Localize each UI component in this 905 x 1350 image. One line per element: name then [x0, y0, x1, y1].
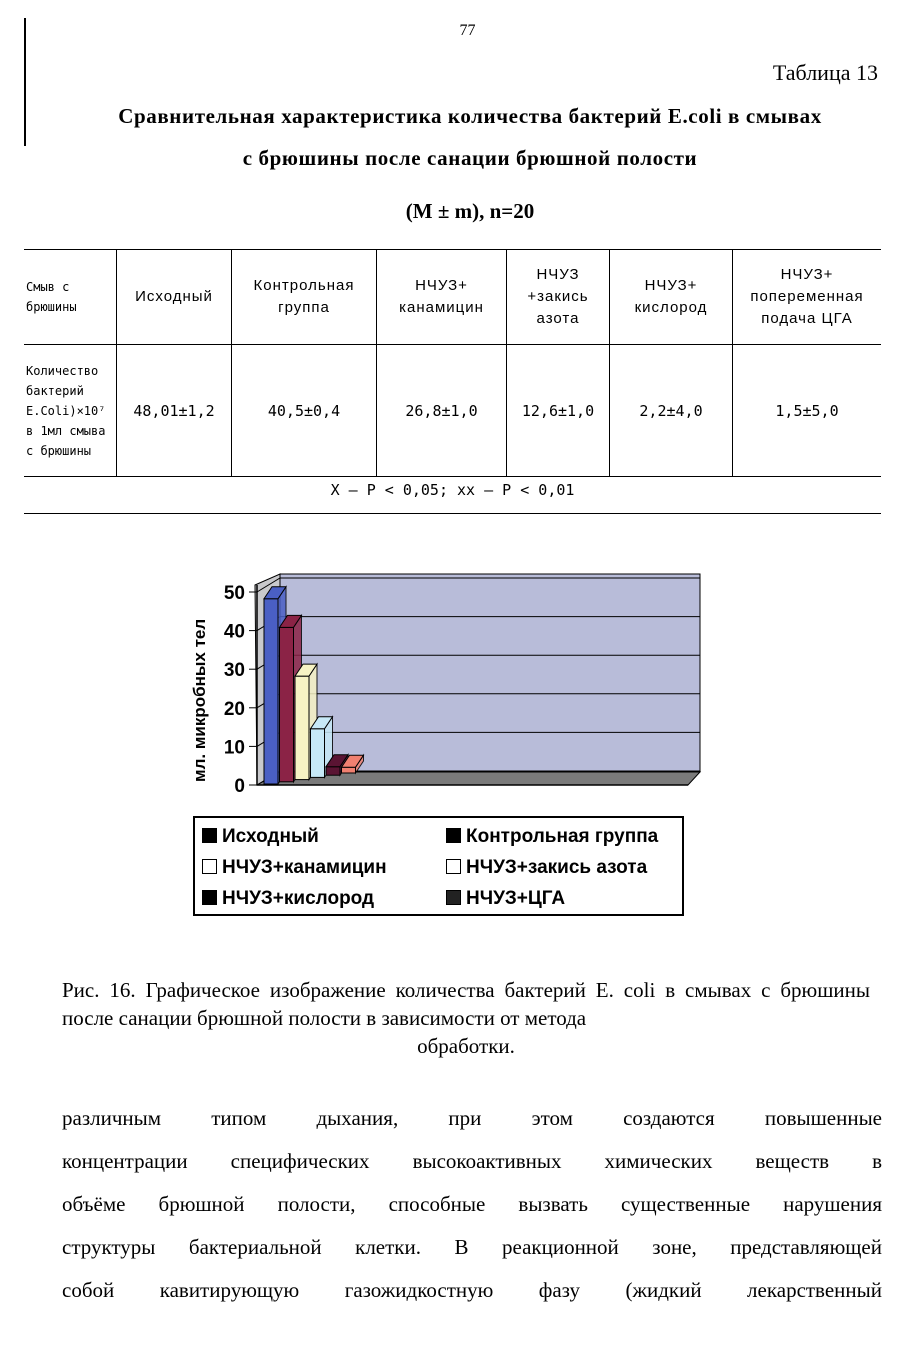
table-title-line-2: с брюшины после санации брюшной полости	[242, 146, 698, 170]
legend-item	[202, 824, 319, 850]
table-number: Таблица 13	[772, 60, 878, 85]
legend-label: Исходный	[222, 826, 319, 847]
legend-swatch	[446, 859, 461, 874]
legend-swatch	[202, 859, 217, 874]
caption-text: Рис. 16. Графическое изображение количества бактерий E. coli в смывах с брюшины после санации брюшной полости в зависимости от метода	[62, 978, 870, 1030]
bar-front	[311, 729, 325, 778]
bar-front	[326, 767, 340, 775]
header-cell-control: Контрольная группа	[232, 250, 377, 345]
y-tick-label: 0	[234, 776, 245, 797]
figure-caption	[62, 976, 870, 1060]
legend-item	[202, 886, 374, 912]
page-number: 77	[459, 22, 476, 39]
bar-front	[280, 627, 294, 781]
y-tick-label: 20	[223, 698, 245, 720]
y-tick-label: 50	[223, 583, 245, 604]
value-cell: 26,8±1,0	[377, 345, 507, 477]
value-cell: 48,01±1,2	[117, 345, 232, 477]
table-note: X – P < 0,05; xx – P < 0,01	[330, 481, 575, 499]
legend-label: НЧУЗ+закись азота	[466, 857, 648, 878]
y-axis-label: мл. микробных тел	[190, 618, 209, 782]
header-cell-nitrous-oxide: НЧУЗ +закись азота	[507, 250, 610, 345]
data-table	[24, 249, 881, 477]
value-cell: 2,2±4,0	[610, 345, 733, 477]
paragraph-line: объёме брюшной полости, способные вызвать существенные нарушения	[62, 1192, 882, 1216]
legend-swatch	[446, 828, 461, 843]
legend-item	[446, 886, 565, 912]
table-header-row	[24, 250, 881, 345]
caption-text-end: обработки.	[417, 1034, 515, 1058]
chart-legend	[193, 816, 684, 916]
table-title-line-3: (M ± m), n=20	[405, 199, 535, 223]
bar-front	[295, 676, 309, 779]
value-cell: 12,6±1,0	[507, 345, 610, 477]
table-title-line-1: Сравнительная характеристика количества бактерий E.coli в смывах	[118, 104, 822, 128]
legend-label: НЧУЗ+канамицин	[222, 857, 387, 878]
chart-back-wall	[280, 574, 700, 772]
paragraph-line: структуры бактериальной клетки. В реакционной зоне, представляющей	[62, 1235, 882, 1259]
legend-label: НЧУЗ+ЦГА	[466, 888, 566, 909]
legend-label: НЧУЗ+кислород	[222, 888, 375, 909]
body-paragraph	[62, 1100, 882, 1315]
header-cell-sample: Смыв с брюшины	[26, 280, 77, 314]
header-cell-oxygen: НЧУЗ+ кислород	[610, 250, 733, 345]
paragraph-line: различным типом дыхания, при этом создаются повышенные	[62, 1106, 882, 1130]
legend-label: Контрольная группа	[466, 826, 659, 847]
legend-swatch	[202, 828, 217, 843]
bar-chart	[185, 560, 715, 800]
header-cell-alternating: НЧУЗ+ попеременная подача ЦГА	[733, 250, 882, 345]
value-cell: 40,5±0,4	[232, 345, 377, 477]
paragraph-line: собой кавитирующую газожидкостную фазу (жидкий лекарственный	[62, 1278, 882, 1302]
legend-item	[202, 855, 387, 881]
row-label: Количество бактерий E.Coli)×10⁷ в 1мл смыва с брюшины	[26, 363, 106, 458]
header-cell-kanamycin: НЧУЗ+ канамицин	[377, 250, 507, 345]
y-tick-label: 40	[223, 621, 245, 643]
paragraph-line: концентрации специфических высокоактивных химических веществ в	[62, 1149, 882, 1173]
legend-item	[446, 855, 647, 881]
legend-swatch	[202, 890, 217, 905]
value-cell: 1,5±5,0	[733, 345, 882, 477]
legend-swatch	[446, 890, 461, 905]
y-tick-label: 30	[223, 660, 245, 682]
bar-front	[342, 767, 356, 773]
y-tick-label: 10	[223, 737, 245, 759]
header-cell-initial: Исходный	[117, 250, 232, 345]
table-bottom-rule	[24, 513, 881, 514]
bar-front	[264, 599, 278, 784]
legend-item	[446, 824, 658, 850]
table-row	[24, 345, 881, 477]
